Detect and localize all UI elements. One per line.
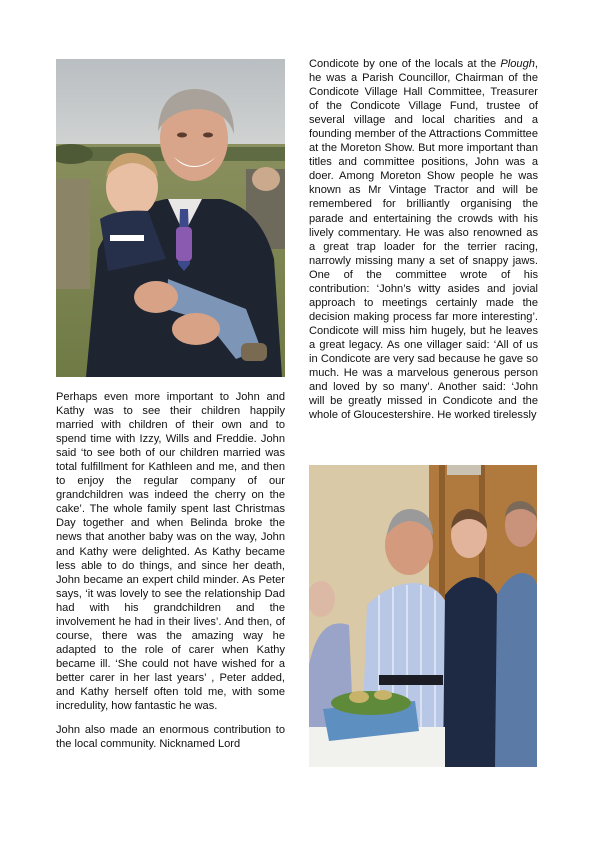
photo-indoor-gathering-image bbox=[309, 465, 537, 767]
right-paragraph bbox=[309, 57, 538, 422]
right-text-start: Condicote by one of the locals at the bbox=[309, 58, 501, 70]
right-text-rest: , he was a Parish Councillor, Chairman of the Condicote Village Hall Committee, Treasurer of the Condicote Village Fund, trustee of several village and local charities and a founding member of the Attractions Committee at the Moreton Show. But more important than titles and committee positions, John was a doer. Among Moreton Show people he was known as Mr Vintage Tractor and will be remembered for brilliantly organising the parade and entertaining the crowds with his lively commentary. He was also renowned as a great trap loader for the terrier racing, narrowly missing many a set of snappy jaws. One of the committee wrote of his contribution: ‘John’s witty asides and jovial approach to meetings certainly made the decision making process far more interesting’. Condicote will miss him hugely, but he leaves a great legacy. As one villager said: ‘All of us in Condicote are very sad because he gave so much. He was a marvelous generous person and loved by so many’. Another said: ‘John will be greatly missed in Condicote and the whole of Gloucestershire. He worked tirelessly bbox=[309, 58, 538, 422]
pub-name-italic: Plough bbox=[500, 58, 535, 70]
photo-indoor-gathering bbox=[309, 465, 537, 767]
left-paragraph-1: Perhaps even more important to John and Kathy was to see their children happily married with children of their own and to spend time with Izzy, Wills and Freddie. John said ‘to see both of our children married was total fulfillment for Kathleen and me, and then to enjoy the regular company of our grandchildren was indeed the cherry on the cake’. The whole family spent last Christmas Day together and when Belinda broke the news that another baby was on the way, John and Kathy were delighted. As Kathy became less able to do things, and since her death, John became an expert child minder. As Peter says, ‘it was lovely to see the relationship Dad had with his grandchildren and the involvement he had in their lives’. And then, of course, there was the amazing way he adapted to the role of carer when Kathy became ill. ‘She could not have wished for a better carer in her last years’ , Peter added, and Kathy herself often told me, with some incredulity, how fantastic he was. bbox=[56, 391, 285, 713]
right-column bbox=[309, 57, 538, 432]
left-paragraph-2: John also made an enormous contribution to the local community. Nicknamed Lord bbox=[56, 724, 285, 751]
photo-man-holding-toddler bbox=[56, 59, 285, 377]
photo-man-holding-toddler-image bbox=[56, 59, 285, 377]
left-column bbox=[56, 390, 285, 761]
